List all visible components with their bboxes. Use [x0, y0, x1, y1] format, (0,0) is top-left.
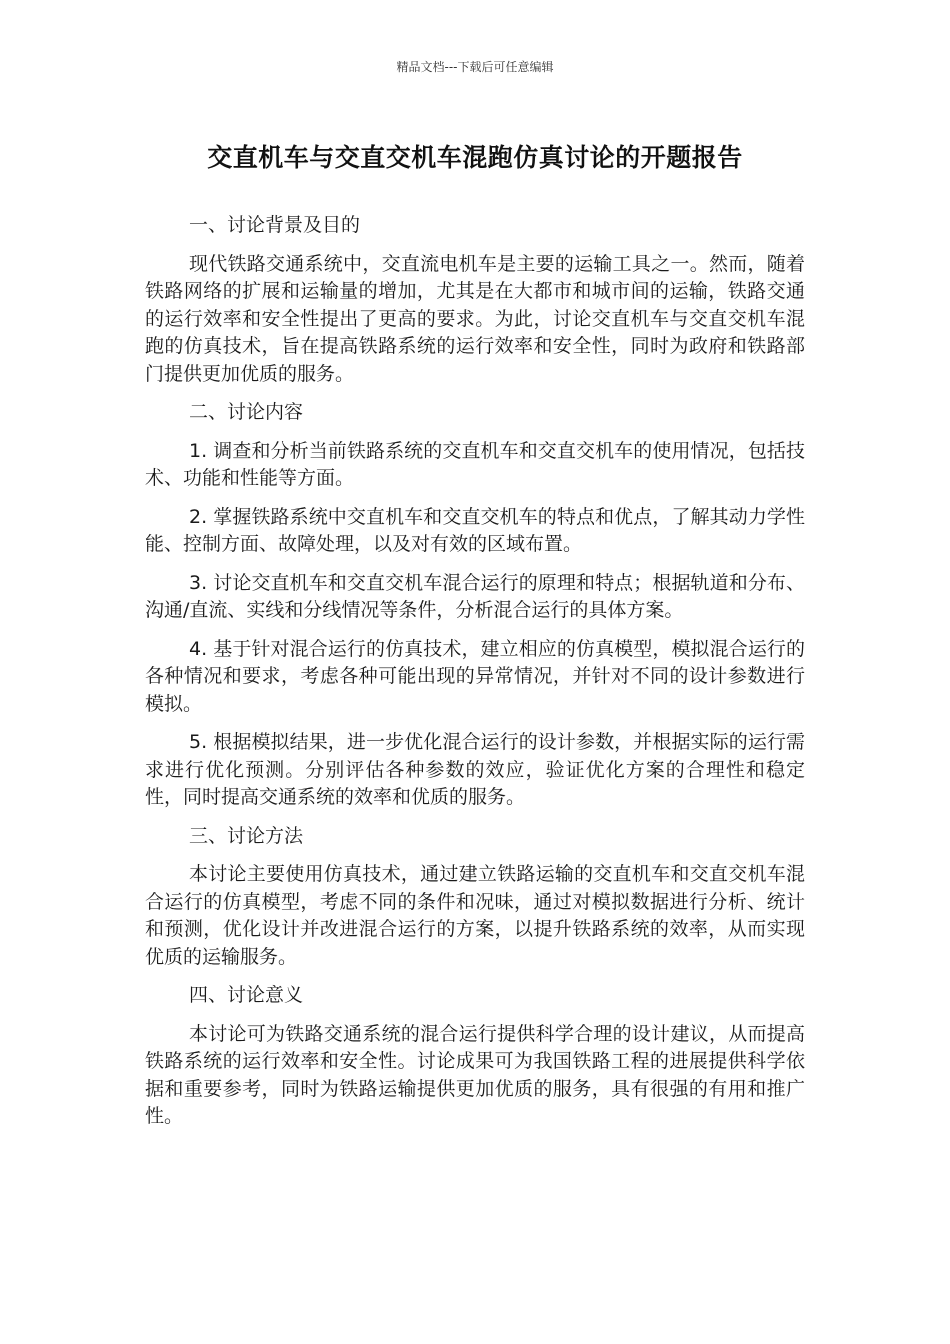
paragraph-method: 本讨论主要使用仿真技术，通过建立铁路运输的交直机车和交直交机车混合运行的仿真模型，考虑不同的条件和况味，通过对模拟数据进行分析、统计和预测，优化设计并改进混合运行的方案，以提升铁路系统的效率，从而实现优质的运输服务。: [145, 863, 805, 968]
section-heading-content: 二、讨论内容: [189, 401, 304, 423]
content-item-3: 3. 讨论交直机车和交直交机车混合运行的原理和特点；根据轨道和分布、沟通/直流、实线和分线情况等条件，分析混合运行的具体方案。: [145, 571, 805, 621]
page-header-note: 精品文档---下载后可任意编辑: [396, 60, 554, 74]
section-heading-method: 三、讨论方法: [189, 824, 304, 847]
content-item-5: 5. 根据模拟结果，进一步优化混合运行的设计参数，并根据实际的运行需求进行优化预测。分别评估各种参数的效应，验证优化方案的合理性和稳定性，同时提高交通系统的效率和优质的服务。: [145, 731, 805, 808]
section-heading-significance: 四、讨论意义: [189, 984, 304, 1006]
document-body: [145, 212, 805, 1142]
document-title: 交直机车与交直交机车混跑仿真讨论的开题报告: [207, 143, 743, 172]
paragraph-background: 现代铁路交通系统中，交直流电机车是主要的运输工具之一。然而，随着铁路网络的扩展和运输量的增加，尤其是在大都市和城市间的运输，铁路交通的运行效率和安全性提出了更高的要求。为此，讨论交直机车与交直交机车混跑的仿真技术，旨在提高铁路系统的运行效率和安全性，同时为政府和铁路部门提供更加优质的服务。: [145, 252, 805, 385]
content-item-4: 4. 基于针对混合运行的仿真技术，建立相应的仿真模型，模拟混合运行的各种情况和要求，考虑各种可能出现的异常情况，并针对不同的设计参数进行模拟。: [145, 637, 805, 715]
section-heading-background: 一、讨论背景及目的: [189, 214, 361, 236]
content-item-1: 1. 调查和分析当前铁路系统的交直机车和交直交机车的使用情况，包括技术、功能和性能等方面。: [145, 439, 805, 489]
paragraph-significance: 本讨论可为铁路交通系统的混合运行提供科学合理的设计建议，从而提高铁路系统的运行效率和安全性。讨论成果可为我国铁路工程的进展提供科学依据和重要参考，同时为铁路运输提供更加优质的服务，具有很强的有用和推广性。: [145, 1022, 805, 1127]
content-item-2: 2. 掌握铁路系统中交直机车和交直交机车的特点和优点，了解其动力学性能、控制方面、故障处理，以及对有效的区域布置。: [145, 505, 805, 555]
